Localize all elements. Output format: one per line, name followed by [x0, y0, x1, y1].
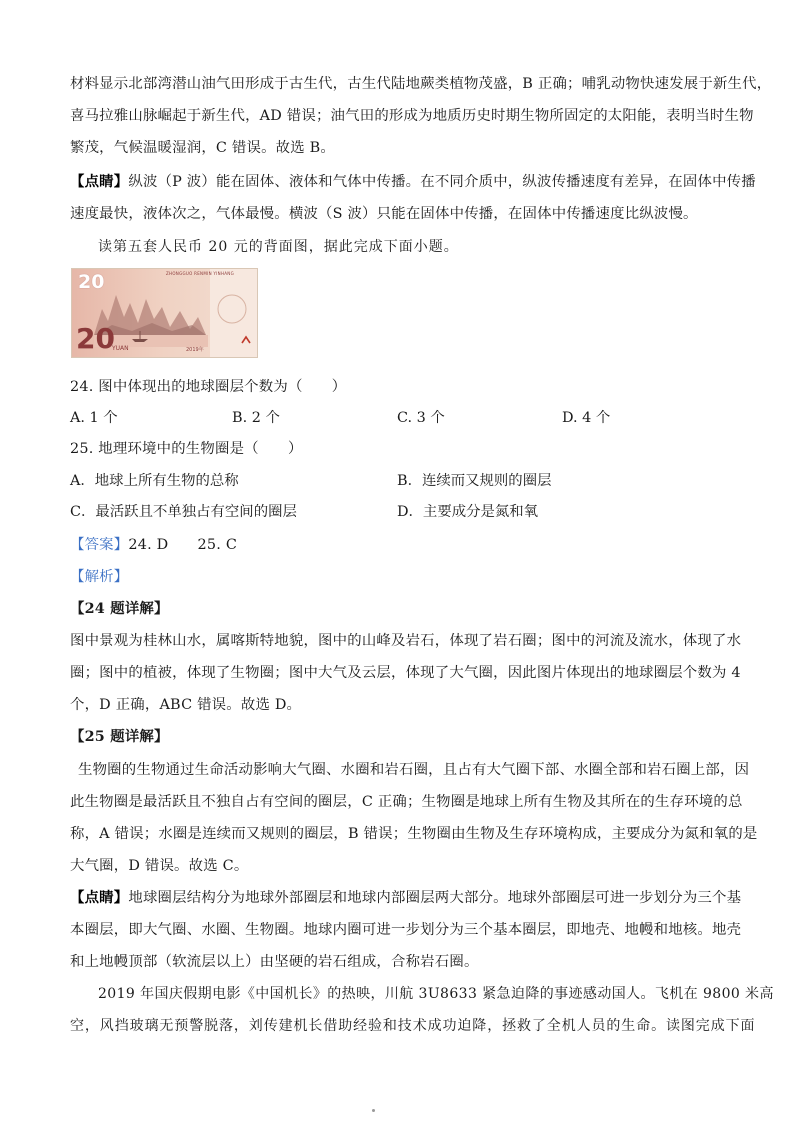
q25-detail-title: 【25 题详解】 [70, 728, 169, 745]
q25-option-a: A．地球上所有生物的总称 [70, 473, 239, 489]
text-line: 圈；图中的植被，体现了生物圈；图中大气及云层，体现了大气圈，因此图片体现出的地球圈层个数为 4 [70, 665, 741, 681]
text-line: 生物圈的生物通过生命活动影响大气圈、水圈和岩石圈，且占有大气圈下部、水圈全部和岩石圈上部，因 [78, 762, 750, 778]
bank-header: ZHONGGUO RENMIN YINHANG [166, 271, 234, 276]
q24-option-c: C. 3 个 [397, 410, 445, 426]
question-intro: 2019 年国庆假期电影《中国机长》的热映，川航 3U8633 紧急迫降的事迹感动国人。飞机在 9800 米高 [98, 986, 774, 1002]
dianjing-tag: 【点睛】 [70, 889, 129, 906]
currency-label: YUAN [112, 345, 129, 352]
text-line: 和上地幔顶部（软流层以上）由坚硬的岩石组成，合称岩石圈。 [70, 954, 479, 970]
q25-option-c: C．最活跃且不单独占有空间的圈层 [70, 504, 297, 520]
text-line: 称，A 错误；水圈是连续而又规则的圈层，B 错误；生物圈由生物及生存环境构成，主要成分为氮和氧的是 [70, 826, 758, 842]
denomination-bottom: 20 [76, 322, 115, 355]
text-line: 图中景观为桂林山水，属喀斯特地貌，图中的山峰及岩石，体现了岩石圈；图中的河流及流水，体现了水 [70, 633, 742, 649]
q24-option-a: A. 1 个 [70, 410, 118, 426]
q24-option-d: D. 4 个 [562, 410, 611, 426]
text-line: 大气圈，D 错误。故选 C。 [70, 858, 249, 874]
q24-detail-title: 【24 题详解】 [70, 600, 169, 617]
page-dot [372, 1109, 375, 1112]
text-line: 繁茂，气候温暖湿润，C 错误。故选 B。 [70, 140, 335, 156]
answer-tag: 【答案】 [70, 537, 129, 553]
question-intro: 读第五套人民币 20 元的背面图，据此完成下面小题。 [98, 239, 459, 255]
text-line: 此生物圈是最活跃且不独自占有空间的圈层，C 正确；生物圈是地球上所有生物及其所在的生存环境的总 [70, 794, 743, 810]
answer-text: 24. D 25. C [128, 537, 238, 553]
q24-option-b: B. 2 个 [232, 410, 280, 426]
text-line: 材料显示北部湾潜山油气田形成于古生代，古生代陆地蕨类植物茂盛，B 正确；哺乳动物快速发展于新生代， [70, 76, 772, 92]
dianjing-paragraph [70, 170, 756, 191]
banknote-year: 2019年 [186, 347, 204, 353]
dianjing2-paragraph [70, 886, 741, 907]
text-line: 速度最快，液体次之，气体最慢。横波（S 波）只能在固体中传播，在固体中传播速度比纵波慢。 [70, 206, 698, 222]
text-line: 个，D 正确，ABC 错误。故选 D。 [70, 697, 302, 713]
banknote-image [71, 268, 258, 358]
dianjing-tag: 【点睛】 [70, 173, 129, 190]
dianjing-text: 地球圈层结构分为地球外部圈层和地球内部圈层两大部分。地球外部圈层可进一步划分为三个基 [128, 890, 742, 906]
q25-stem: 25. 地理环境中的生物圈是（ ） [70, 441, 303, 457]
question-intro: 空，风挡玻璃无预警脱落，刘传建机长借助经验和技术成功迫降，拯救了全机人员的生命。读图完成下面 [70, 1018, 756, 1034]
text-line: 喜马拉雅山脉崛起于新生代，AD 错误；油气田的形成为地质历史时期生物所固定的太阳能，表明当时生物 [70, 108, 754, 124]
answer-line [70, 533, 237, 554]
q24-stem: 24. 图中体现出的地球圈层个数为（ ） [70, 379, 347, 395]
text-line: 本圈层，即大气圈、水圈、生物圈。地球内圈可进一步划分为三个基本圈层，即地壳、地幔和地核。地壳 [70, 922, 742, 938]
denomination-top: 20 [78, 271, 105, 293]
analysis-tag: 【解析】 [70, 569, 129, 585]
dianjing-text: 纵波（P 波）能在固体、液体和气体中传播。在不同介质中，纵波传播速度有差异，在固体中传播 [128, 174, 756, 190]
q25-option-b: B．连续而又规则的圈层 [397, 473, 552, 489]
q25-option-d: D．主要成分是氮和氧 [397, 504, 539, 520]
